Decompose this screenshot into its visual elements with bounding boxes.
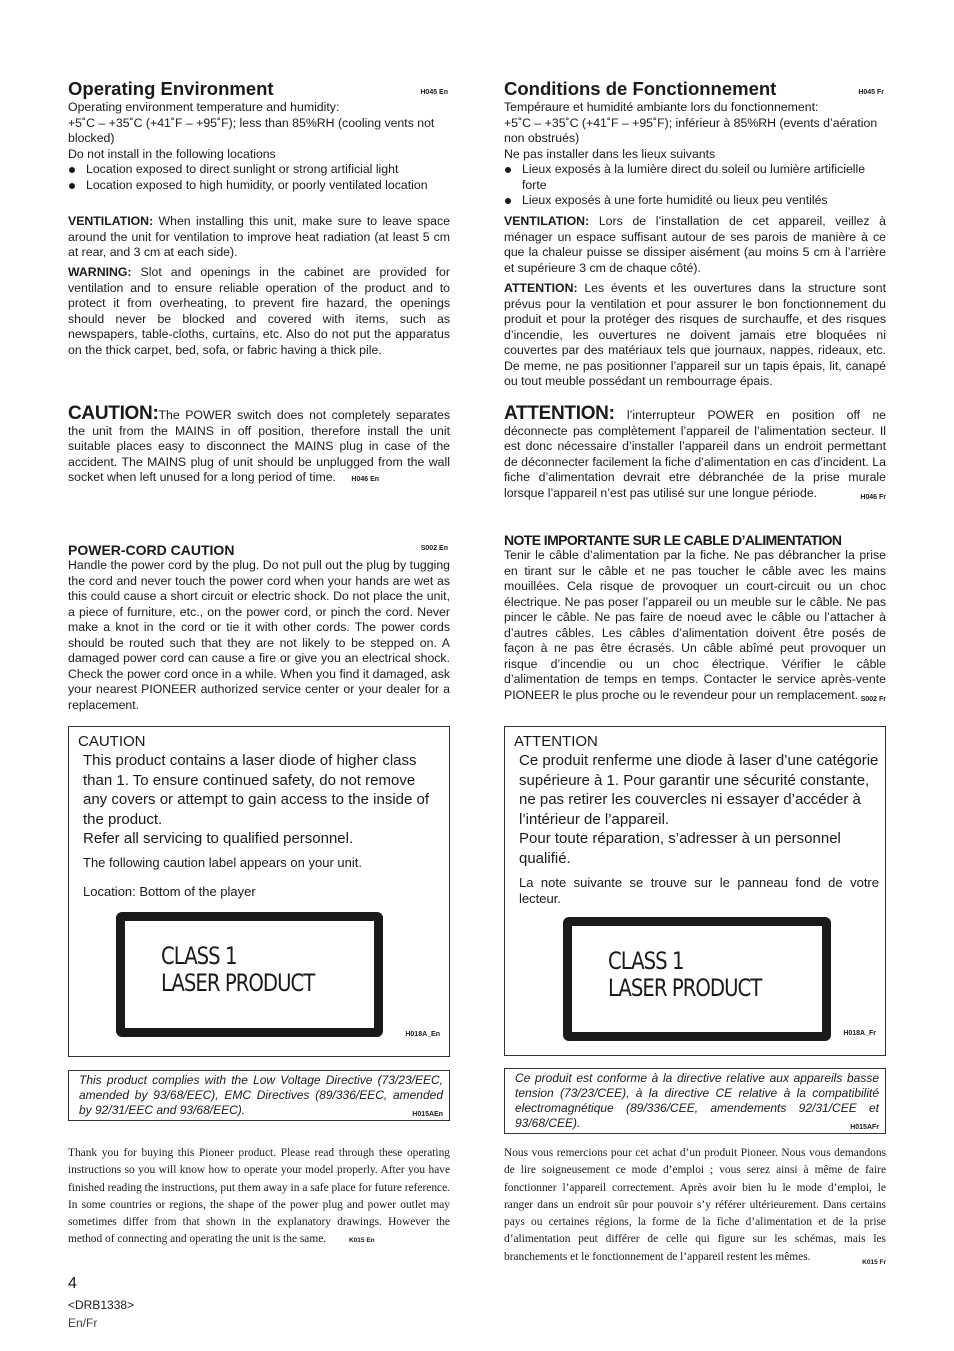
env-line-3: Do not install in the following locations xyxy=(68,146,276,161)
laser-service-text: Pour toute réparation, s’adresser à un personnel qualifié. xyxy=(519,830,841,867)
thanks-code: K015 Fr xyxy=(862,1258,886,1266)
label-location: Location: Bottom of the player xyxy=(83,883,256,899)
power-cord-code: S002 En xyxy=(420,545,448,552)
directive-body: Ce produit est conforme à la directive relative aux appareils basse tension (73/23/CEE), à la directive CE relative à la compatibilité electromagnétique (89/336/CEE, amendements 92/31/CEE et 93/68/CEE). xyxy=(515,1071,879,1130)
power-cord-text: Handle the power cord by the plug. Do not pull out the plug by tugging the cord and never touch the power cord when your hands are wet as this could cause a short circuit or electric shock. Do not place the unit, a piece of furniture, etc., on the power cord, or pinch the cord. Never make a knot in the cord or tie it with other cords. The power cords should be routed such that they are not likely to be stepped on. A damaged power cord can cause a fire or give you an electrical shock. Check the power cord once in a while. When you find it damaged, ask your nearest PIONEER authorized service center or your dealer for a replacement. xyxy=(68,558,450,712)
caution-text: l’interrupteur POWER en position off ne déconnecte pas complètement l’appareil de l’alimentation secteur. Il est donc nécessaire d’installer l’appareil dans un endroit permettant de déconnecter facilement la fiche d’alimentation en cas d’incident. La fiche d’alimentation devrait etre débranchée de la prise murale lorsque l’appareil n’est pas utilisé sur une longue période. xyxy=(504,408,886,500)
label-line-2: LASER PRODUCT xyxy=(161,969,315,997)
caution-text: The POWER switch does not completely separates the unit from the MAINS in off position, therefore install the unit suitable places easy to disconnect the MAINS plug in case of the accident. The MAINS plug of unit should be unplugged from the wall socket when left unused for a long period of time. xyxy=(68,408,450,484)
conditions-section xyxy=(504,78,886,209)
thanks-paragraph xyxy=(504,1145,886,1271)
directive-text xyxy=(515,1071,879,1131)
directive-text xyxy=(79,1073,443,1118)
location-list xyxy=(504,162,886,209)
section-code: H045 En xyxy=(420,89,448,96)
section-title: Conditions de Fonctionnement xyxy=(504,78,777,99)
laser-class-label xyxy=(563,917,831,1041)
env-line-1: Tempéraure et humidité ambiante lors du fonctionnement: xyxy=(504,100,819,114)
caution-label: CAUTION: xyxy=(68,403,159,424)
ventilation-text: Lors de l’installation de cet appareil, veillez à ménager un espace suffisant autour de ses parois de manière à ce que la chaleur puisse se dissiper aisément (au moins 5 cm à l’arrière et supérieure 3 cm de chaque côté). xyxy=(504,214,886,275)
laser-service-text: Refer all servicing to qualified personnel. xyxy=(83,830,354,847)
power-cord-title: NOTE IMPORTANTE SUR LE CABLE D’ALIMENTATION xyxy=(504,532,842,548)
label-note: La note suivante se trouve sur le panneau fond de votre lecteur. xyxy=(519,875,879,906)
laser-attention-box xyxy=(504,726,886,1056)
thanks-paragraph xyxy=(68,1145,450,1250)
warning-label: WARNING: xyxy=(68,265,132,279)
laser-class-label xyxy=(116,912,383,1037)
power-cord-title: POWER-CORD CAUTION xyxy=(68,542,235,558)
label-code: H018A_Fr xyxy=(843,1030,876,1037)
ventilation-label: VENTILATION: xyxy=(504,214,590,228)
attention-text: Les évents et les ouvertures dans la structure sont prévus pour la ventilation et pour assurer le bon fonctionnement du produit et pour la protéger des risques de surchauffe, et des risques d’incendie, les ouvertures ne doivent jamais etre bloquées ni couvertes par des matériaux tels que journaux, nappes, rideaux, etc. De meme, ne pas positionner l’appareil sur un tapis épais, lit, canapé ou tout meuble possédant un rembourrage épais. xyxy=(504,281,886,388)
laser-caution-text: This product contains a laser diode of higher class than 1. To ensure continued safety, do not remove any covers or attempt to gain access to the inside of the product. xyxy=(83,752,430,828)
directive-body: This product complies with the Low Voltage Directive (73/23/EEC, amended by 93/68/EEC), EMC Directives (89/336/EEC, amended by 92/31/EEC and 93/68/EEC). xyxy=(79,1073,443,1117)
power-cord-text xyxy=(504,548,886,703)
ventilation-text: When installing this unit, make sure to leave space around the unit for ventilation to improve heat radiation (at least 5 cm at rear, and 3 cm at each side). xyxy=(68,214,450,259)
ventilation-paragraph xyxy=(68,214,450,261)
thanks-code: K015 En xyxy=(348,1237,375,1245)
laser-label-text xyxy=(608,948,761,1002)
ventilation-paragraph xyxy=(504,214,886,276)
language-code: En/Fr xyxy=(68,1316,98,1330)
label-code: H018A_En xyxy=(405,1031,440,1038)
laser-caution-box xyxy=(68,726,450,1057)
label-note: The following caution label appears on your unit. xyxy=(83,854,362,870)
power-cord-section xyxy=(504,532,886,707)
list-item: Location exposed to high humidity, or poorly ventilated location xyxy=(68,178,450,194)
caution-paragraph xyxy=(68,403,450,488)
warning-text: Slot and openings in the cabinet are provided for ventilation and to ensure reliable operation of the product and to protect it from overheating, to prevent fire hazard, the openings should never be blocked and covered with items, such as newspapers, table-cloths, curtains, etc. Also do not put the apparatus on the thick carpet, bed, sofa, or fabric having a thick pile. xyxy=(68,265,450,357)
list-item: Lieux exposés à la lumière direct du soleil ou lumière artificielle forte xyxy=(504,162,886,193)
env-line-2: +5˚C – +35˚C (+41˚F – +95˚F); less than 85%RH (cooling vents not blocked) xyxy=(68,115,435,145)
directive-code: H015AEn xyxy=(412,1111,443,1118)
location-list xyxy=(68,162,450,193)
laser-attention-text: Ce produit renferme une diode à laser d’une catégorie supérieure à 1. Pour garantir une sécurité constante, ne pas retirer les couvercles ni essayer d’accéder à l’intérieur de l’appareil. xyxy=(519,752,879,828)
thanks-text: Nous vous remercions pour cet achat d’un produit Pioneer. Nous vous demandons de lire soigneusement ce mode d’emploi ; vous serez ainsi à même de faire fonctionner l’appareil correctement. Après avoir bien lu le mode d’emploi, le ranger dans un endroit sûr pour pouvoir s’y référer ultérieurement. Dans certains pays ou certaines régions, la forme de la fiche d’alimentation et de la prise d’alimentation peut différer de celle qui figure sur les schémas, mais les branchements et le fonctionnement de l’appareil restent les mêmes. xyxy=(504,1147,886,1263)
caution-label: ATTENTION: xyxy=(504,403,615,424)
label-line-1: CLASS 1 xyxy=(608,947,684,975)
list-item: Location exposed to direct sunlight or strong artificial light xyxy=(68,162,450,178)
thanks-text: Thank you for buying this Pioneer product. Please read through these operating instructions so you will know how to operate your model properly. After you have finished reading the instructions, put them away in a safe place for future reference. In some countries or regions, the shape of the power plug and power outlet may sometimes differ from that shown in the explanatory drawings. However the method of connecting and operating the unit is the same. xyxy=(68,1147,450,1246)
env-line-1: Operating environment temperature and humidity: xyxy=(68,100,340,114)
operating-environment-section xyxy=(68,78,450,193)
label-line-1: CLASS 1 xyxy=(161,942,237,970)
directive-box xyxy=(68,1070,450,1121)
env-line-3: Ne pas installer dans les lieux suivants xyxy=(504,146,716,161)
page-number: 4 xyxy=(68,1275,77,1292)
power-cord-body: Tenir le câble d’alimentation par la fiche. Ne pas débrancher la prise en tirant sur le câble et ne pas toucher le câble avec les mains mouillées. Cela risque de provoquer un court-circuit ou un choc électrique. Ne pas poser l’appareil ou un meuble sur le câble. Ne pas pincer le câble. Ne pas faire de noeud avec le câble ou l’attacher à d’autres câbles. Les câbles d’alimentation doivent être posés de façon à ne pas être écrasés. Un câble abîmé peut provoquer un risque d’incendie ou un choc électrique. Vérifier le câble d’alimentation de temps en temps. Contacter le service après-vente PIONEER le plus proche ou le revendeur pour un remplacement. xyxy=(504,548,886,702)
section-code: H045 Fr xyxy=(858,89,884,96)
directive-code: H015AFr xyxy=(850,1124,879,1131)
section-title: Operating Environment xyxy=(68,78,274,99)
document-code: <DRB1338> xyxy=(68,1298,135,1312)
label-line-2: LASER PRODUCT xyxy=(608,974,762,1002)
caution-code: H046 En xyxy=(351,476,380,483)
ventilation-label: VENTILATION: xyxy=(68,214,154,228)
directive-box xyxy=(504,1068,886,1134)
caution-code: H046 Fr xyxy=(860,493,886,501)
laser-attention-title: ATTENTION xyxy=(514,733,598,750)
power-cord-code: S002 Fr xyxy=(860,695,886,703)
laser-caution-title: CAUTION xyxy=(78,733,146,750)
attention-paragraph xyxy=(504,281,886,390)
list-item: Lieux exposés à une forte humidité ou lieux peu ventilés xyxy=(504,193,886,209)
caution-paragraph xyxy=(504,403,886,505)
laser-label-text xyxy=(161,943,314,997)
warning-paragraph xyxy=(68,265,450,358)
power-cord-section xyxy=(68,542,450,713)
env-line-2: +5˚C – +35˚C (+41˚F – +95˚F); inférieur à 85%RH (events d’aération non obstrués) xyxy=(504,115,878,145)
attention-label: ATTENTION: xyxy=(504,281,578,295)
